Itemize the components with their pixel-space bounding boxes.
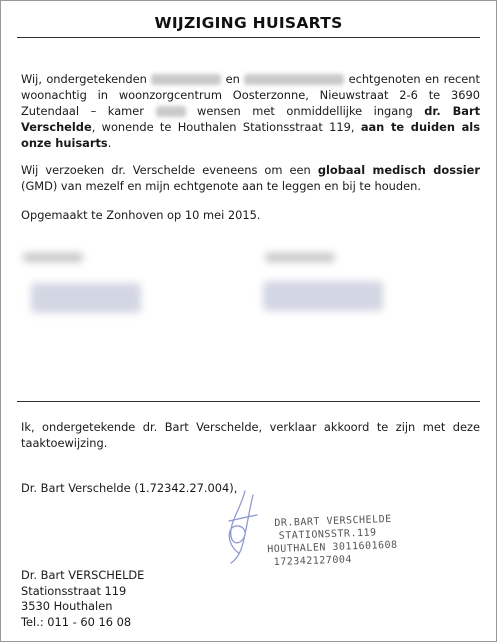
doctor-signature (213, 487, 273, 567)
redacted-signature-name-1 (23, 253, 83, 262)
assignment-bold: aan te duiden als onze huisarts (21, 120, 480, 150)
section-divider (17, 401, 480, 402)
redacted-signature-1 (31, 283, 141, 313)
redacted-signature-name-2 (265, 253, 335, 262)
redacted-signature-2 (263, 281, 383, 311)
doctor-statement: Ik, ondergetekende dr. Bart Verschelde, verklaar akkoord te zijn met deze taaktoewijzing. (21, 420, 480, 450)
redacted-name-1 (151, 74, 221, 85)
title-underline (17, 37, 480, 38)
doctor-stamp: DR.BART VERSCHELDE STATIONSSTR.119 HOUTHALEN 3011601608 172342127004 (267, 513, 398, 569)
gmd-bold: globaal medisch dossier (317, 163, 481, 177)
gmd-paragraph: Wij verzoeken dr. Verschelde eveneens om een globaal medisch dossier (GMD) van mezelf en mijn echtgenote aan te leggen en bij te houden. (21, 163, 481, 193)
document-title: WIJZIGING HUISARTS (154, 14, 343, 32)
doctor-name-bold: dr. Bart Verschelde (21, 104, 481, 134)
request-paragraph: Wij, ondergetekenden en echtgenoten en recent woonachtig in woonzorgcentrum Oosterzonne, Nieuwstraat 2-6 te 3690 Zutendaal – kamer wensen met onmiddellijke ingang dr. Bart Verschelde, wonende te Houthalen Stationsstraat 119, aan te duiden als onze huisarts. (21, 72, 481, 150)
doctor-id-line: Dr. Bart Verschelde (1.72342.27.004), (21, 481, 238, 495)
redacted-room (156, 106, 186, 117)
doctor-address: Dr. Bart VERSCHELDE Stationsstraat 119 3530 Houthalen Tel.: 011 - 60 16 08 (21, 568, 145, 629)
place-date: Opgemaakt te Zonhoven op 10 mei 2015. (21, 208, 261, 222)
redacted-name-2 (244, 74, 344, 85)
